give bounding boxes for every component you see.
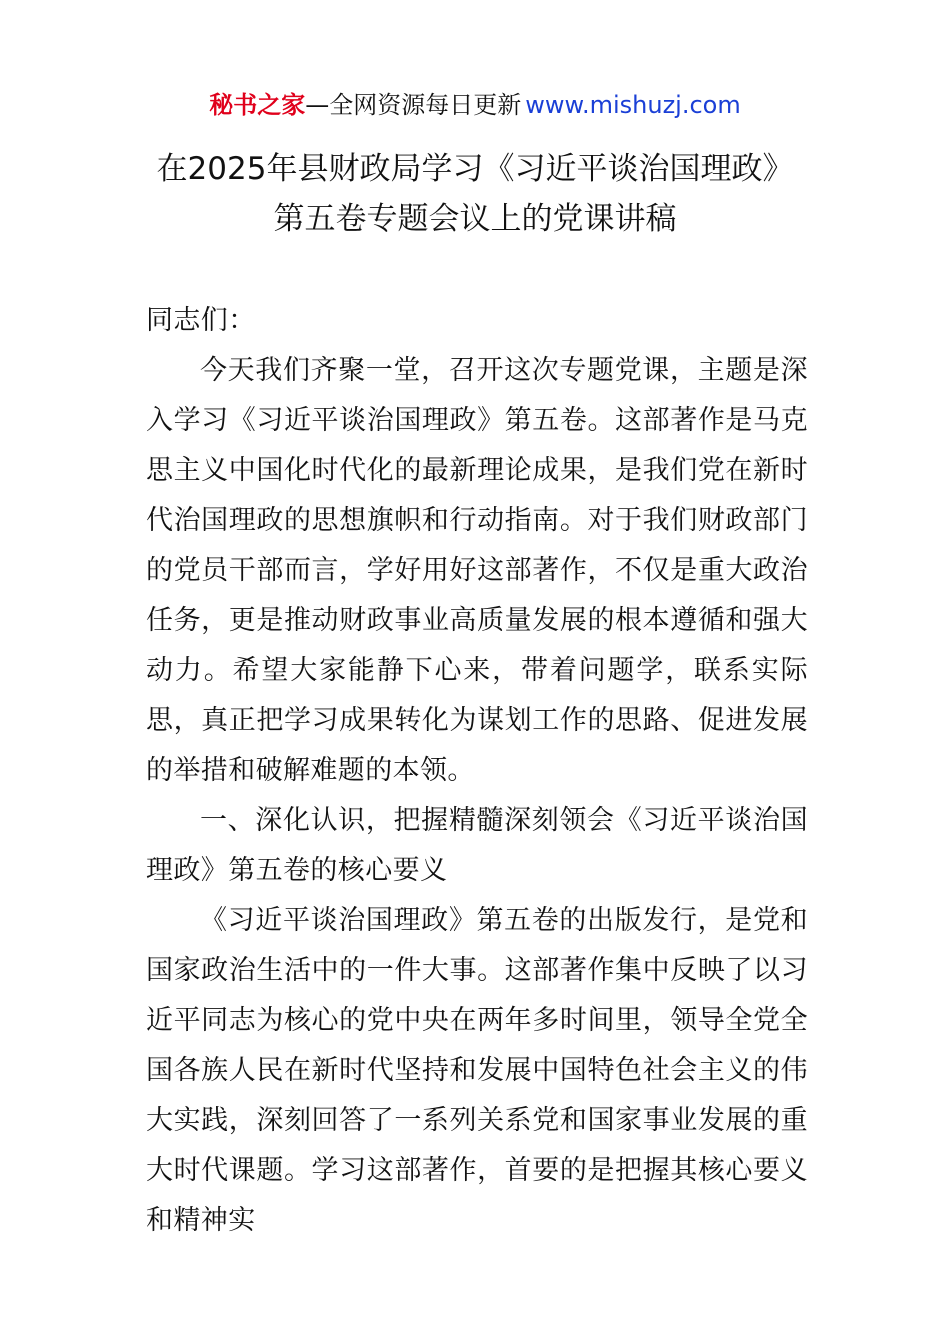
salutation: 同志们： xyxy=(146,305,256,336)
brand-name: 秘书之家 xyxy=(209,91,306,119)
document-title xyxy=(0,144,950,244)
section-heading-1: 一、深化认识，把握精髓深刻领会《习近平谈治国理政》第五卷的核心要义 xyxy=(146,805,808,886)
site-url-link[interactable]: www.mishuzj.com xyxy=(525,91,741,119)
site-header xyxy=(0,88,950,122)
paragraph-section-1: 《习近平谈治国理政》第五卷的出版发行，是党和国家政治生活中的一件大事。这部著作集中反映了以习近平同志为核心的党中央在两年多时间里，领导全党全国各族人民在新时代坚持和发展中国特色社会主义的伟大实践，深刻回答了一系列关系党和国家事业发展的重大时代课题。学习这部著作，首要的是把握其核心要义和精神实 xyxy=(146,905,808,1236)
document-body xyxy=(146,296,808,1246)
paragraph-intro: 今天我们齐聚一堂，召开这次专题党课，主题是深入学习《习近平谈治国理政》第五卷。这部著作是马克思主义中国化时代化的最新理论成果，是我们党在新时代治国理政的思想旗帜和行动指南。对于我们财政部门的党员干部而言，学好用好这部著作，不仅是重大政治任务，更是推动财政事业高质量发展的根本遵循和强大动力。希望大家能静下心来，带着问题学，联系实际思，真正把学习成果转化为谋划工作的思路、促进发展的举措和破解难题的本领。 xyxy=(146,355,808,786)
title-line-1: 在2025年县财政局学习《习近平谈治国理政》 xyxy=(156,151,794,187)
title-line-2: 第五卷专题会议上的党课讲稿 xyxy=(273,201,677,237)
header-tagline: —全网资源每日更新 xyxy=(305,91,522,119)
